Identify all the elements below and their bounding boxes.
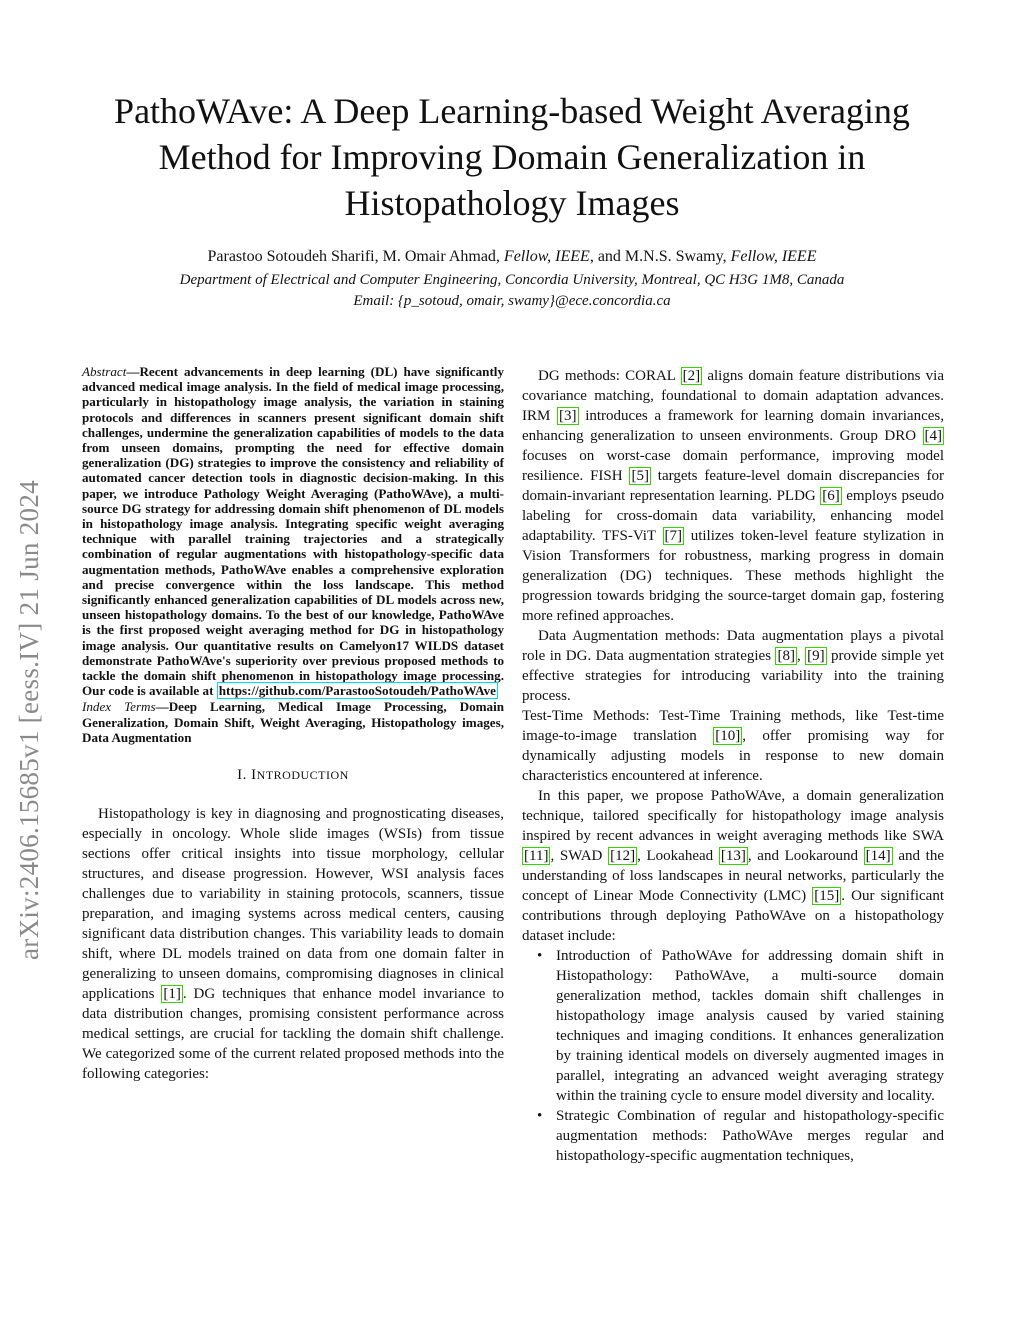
citation-5[interactable]: [5] [631,468,649,484]
prop-text: and the understanding of loss landscapes in neural networks, particularly the concept of Linear Mode Connectivity (LMC) [522,848,944,904]
affiliation: Department of Electrical and Computer Engineering, Concordia University, Montreal, QC H3G 1M8, Canada [179,272,845,288]
citation-1[interactable]: [1] [163,986,181,1003]
fellow-2: Fellow, IEEE [730,248,817,265]
citation-2[interactable]: [2] [682,368,701,384]
abstract [82,364,504,698]
index-terms-label: Index Terms [82,699,156,715]
prop-text: , Lookahead [637,848,719,864]
list-item [537,946,944,1106]
abstract-label: Abstract [82,364,127,379]
authors-text-1: Parastoo Sotoudeh Sharifi, M. Omair Ahmad, [207,248,504,265]
citation-6[interactable]: [6] [822,488,840,504]
bullet-icon: • [537,1108,543,1124]
proposal-paragraph [522,786,944,946]
citation-13[interactable]: [13] [720,848,746,864]
left-column [82,364,504,1084]
section-numeral: I. [237,767,247,784]
augmentation-paragraph [522,626,944,706]
section-title-rest: NTRODUCTION [256,768,349,783]
prop-text: , and Lookaround [747,848,864,864]
author-list [60,247,964,267]
intro-paragraph [82,804,504,1084]
tt-text: Test-Time Methods: Test-Time Training methods, like Test-time image-to-image translation [522,708,944,744]
citation-15[interactable]: [15] [814,888,840,904]
prop-text: , SWAD [550,848,609,864]
dg-text: aligns domain feature distributions via covariance matching, foundational to domain adaptation advances. IRM [522,368,944,424]
intro-text-b: . DG techniques that enhance model invariance to data distribution changes, promising consistent performance across medical settings, are crucial for tackling the domain shift challenge. We categorized some of the current related proposed methods into the following categories: [82,986,504,1083]
prop-text: In this paper, we propose PathoWAve, a domain generalization technique, tailored specifically for histopathology image analysis inspired by recent advances in weight averaging methods like SWA [522,788,944,844]
dg-methods-paragraph [522,366,944,626]
dg-text: introduces a framework for learning domain invariances, enhancing generalization to unseen environments. Group DRO [522,408,944,444]
tt-text: , offer promising way for dynamically adjusting models in response to new domain characteristics encountered at inference. [522,728,945,784]
dg-text: focuses on worst-case domain performance, improving model resilience. FISH [522,448,944,484]
citation-14[interactable]: [14] [865,848,891,864]
list-item-text: Strategic Combination of regular and histopathology-specific augmentation methods: PathoWAve merges regular and histopathology-specific augmentation techniques, [556,1108,944,1164]
citation-3[interactable]: [3] [559,408,577,424]
code-link[interactable]: https://github.com/ParastooSotoudeh/PathoWAve [218,683,496,699]
prop-text: . Our significant contributions through deploying PathoWAve on a histopathology dataset include: [522,888,944,944]
dg-text: targets feature-level domain discrepancies for domain-invariant representation learning. PLDG [522,468,945,504]
citation-7[interactable]: [7] [664,528,683,544]
citation-4[interactable]: [4] [924,428,942,444]
authors-text-2: , and M.N.S. Swamy, [589,248,731,265]
abstract-text: —Recent advancements in deep learning (DL) have significantly advanced medical image analysis. In the field of medical image processing, particularly in histopathology image analysis, the variation in staining protocols and differences in scanners present significant domain shift challenges, undermine the generalization capabilities of models to the data from unseen domains, prompting the need for effective domain generalization (DG) strategies to improve the consistency and reliability of automated cancer detection tools in diagnostic decision-making. In this paper, we introduce Pathology Weight Averaging (PathoWAve), a multi-source DG strategy for addressing domain shift phenomenon of DL models in histopathology image analysis. Integrating specific weight averaging technique with parallel training trajectories and a strategically combination of regular augmentations with histopathology-specific data augmentation methods, PathoWAve enables a comprehensive exploration and precise convergence within the loss landscape. This method significantly enhanced generalization capabilities of DL models across new, unseen histopathology domains. To the best of our knowledge, PathoWAve is the first proposed weight averaging method for DG in histopathology image analysis. Our quantitative results on Camelyon17 WILDS dataset demonstrate PathoWAve's superiority over previous proposed methods to tackle the domain shift phenomenon in histopathology image processing. Our code is available at [82,364,504,699]
section-first-letter: I [251,767,257,784]
dg-text: utilizes token-level feature stylization in Vision Transformers for robustness, marking progress in domain generalization (DG) techniques. These methods highlight the progression towards bridging the source-target domain gap, fostering more refined approaches. [522,528,944,624]
bullet-icon: • [537,948,543,964]
paper-title: PathoWAve: A Deep Learning-based Weight Averaging Method for Improving Domain Generalization in Histopathology Images [114,91,910,223]
list-item [537,1106,944,1166]
fellow-1: Fellow, IEEE [503,248,590,265]
citation-10[interactable]: [10] [715,728,741,744]
citation-9[interactable]: [9] [807,648,825,664]
aug-text: Data Augmentation methods: Data augmentation plays a pivotal role in DG. Data augmentation strategies [522,628,944,664]
author-email: Email: {p_sotoud, omair, swamy}@ece.concordia.ca [353,293,671,309]
dg-text: DG methods: CORAL [538,368,681,384]
right-column [522,366,944,1166]
intro-text-a: Histopathology is key in diagnosing and prognosticating diseases, especially in oncology. Whole slide images (WSIs) from tissue sections offer critical insights into tissue morphology, cellular structures, and disease progression. However, WSI analysis faces challenges due to variability in staining protocols, scanners, tissue preparation, and imaging systems across medical centers, causing significant data distribution changes. This variability leads to domain shift, where DL models trained on data from one domain falter in generalizing to unseen domains, compromising diagnoses in clinical applications [82,806,504,1003]
aug-text: , [796,648,806,664]
arxiv-identifier: arXiv:2406.15685v1 [eess.IV] 21 Jun 2024 [14,480,44,960]
citation-8[interactable]: [8] [777,648,795,664]
section-heading-introduction [82,765,504,785]
contribution-list [522,946,944,1166]
index-terms [82,699,504,745]
list-item-text: Introduction of PathoWAve for addressing domain shift in Histopathology: PathoWAve, a multi-source domain generalization method, tackles domain shift challenges in histopathology image analysis caused by varied staining techniques and imaging conditions. It enhances generalization by training identical models on diversely augmented images in parallel, integrating an advanced weight averaging strategy within the training cycle to ensure model diversity and locality. [556,948,944,1104]
aug-text: provide simple yet effective strategies for introducing variability into the training process. [522,648,945,704]
dg-text: employs pseudo labeling for cross-domain data variability, enhancing model adaptability. TFS-ViT [522,488,945,544]
index-terms-text: —Deep Learning, Medical Image Processing, Domain Generalization, Domain Shift, Weight Averaging, Histopathology images, Data Augmentation [82,699,504,745]
test-time-paragraph [522,706,944,786]
citation-11[interactable]: [11] [524,848,549,864]
citation-12[interactable]: [12] [610,848,636,864]
